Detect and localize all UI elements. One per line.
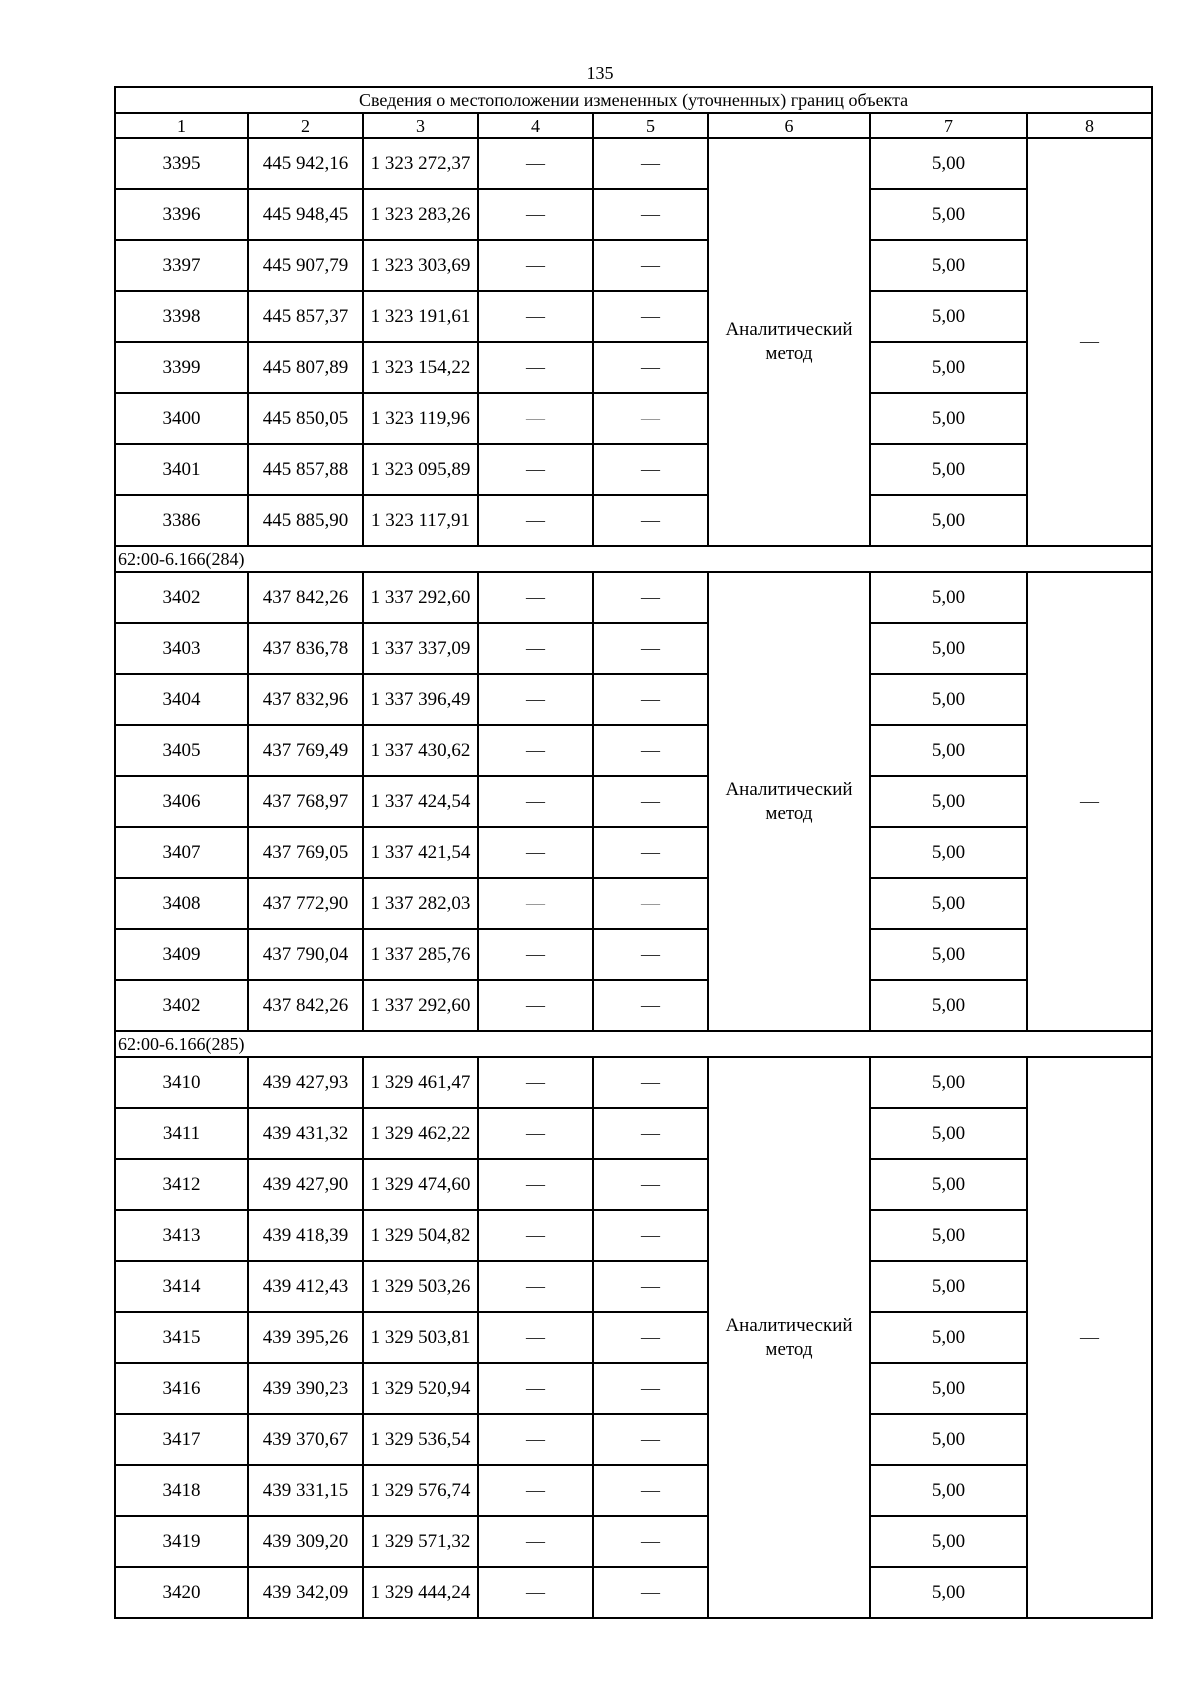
- table-row: [115, 1108, 1152, 1159]
- point-number: 3386: [115, 495, 248, 546]
- col5-value: —: [593, 1261, 708, 1312]
- table-row: [115, 623, 1152, 674]
- coord-y: 1 329 474,60: [363, 1159, 478, 1210]
- col4-value: —: [478, 1057, 593, 1108]
- coord-x: 445 907,79: [248, 240, 363, 291]
- table-row: [115, 1159, 1152, 1210]
- coord-y: 1 323 303,69: [363, 240, 478, 291]
- table-title: Сведения о местоположении измененных (уточненных) границ объекта: [115, 87, 1152, 113]
- col4-value: —: [478, 980, 593, 1031]
- point-number: 3411: [115, 1108, 248, 1159]
- col5-value: —: [593, 291, 708, 342]
- point-number: 3406: [115, 776, 248, 827]
- table-row: [115, 1414, 1152, 1465]
- coord-x: 439 309,20: [248, 1516, 363, 1567]
- column-header: 5: [593, 113, 708, 138]
- coord-y: 1 329 461,47: [363, 1057, 478, 1108]
- coord-y: 1 337 292,60: [363, 980, 478, 1031]
- accuracy-value: 5,00: [870, 240, 1027, 291]
- point-number: 3418: [115, 1465, 248, 1516]
- accuracy-value: 5,00: [870, 827, 1027, 878]
- col4-value: —: [478, 240, 593, 291]
- coord-y: 1 323 119,96: [363, 393, 478, 444]
- table-row: [115, 342, 1152, 393]
- table-row: [115, 776, 1152, 827]
- coord-y: 1 337 285,76: [363, 929, 478, 980]
- accuracy-value: 5,00: [870, 1414, 1027, 1465]
- col4-value: —: [478, 776, 593, 827]
- point-number: 3420: [115, 1567, 248, 1618]
- coord-y: 1 323 117,91: [363, 495, 478, 546]
- col4-value: —: [478, 1261, 593, 1312]
- col5-value: —: [593, 725, 708, 776]
- section-label: 62:00-6.166(285): [115, 1031, 1152, 1057]
- table-row: [115, 1567, 1152, 1618]
- coord-x: 439 395,26: [248, 1312, 363, 1363]
- table-row: [115, 572, 1152, 623]
- accuracy-value: 5,00: [870, 393, 1027, 444]
- col5-value: —: [593, 189, 708, 240]
- table-row: [115, 138, 1152, 189]
- point-number: 3414: [115, 1261, 248, 1312]
- col5-value: —: [593, 1108, 708, 1159]
- column-header: 7: [870, 113, 1027, 138]
- coord-y: 1 329 576,74: [363, 1465, 478, 1516]
- col5-value: —: [593, 393, 708, 444]
- accuracy-value: 5,00: [870, 1312, 1027, 1363]
- coord-y: 1 323 272,37: [363, 138, 478, 189]
- coord-y: 1 329 503,26: [363, 1261, 478, 1312]
- accuracy-value: 5,00: [870, 725, 1027, 776]
- point-number: 3397: [115, 240, 248, 291]
- coord-x: 437 769,05: [248, 827, 363, 878]
- coord-x: 439 418,39: [248, 1210, 363, 1261]
- table-row: [115, 1057, 1152, 1108]
- col5-value: —: [593, 878, 708, 929]
- coord-y: 1 323 154,22: [363, 342, 478, 393]
- accuracy-value: 5,00: [870, 1108, 1027, 1159]
- col4-value: —: [478, 827, 593, 878]
- point-number: 3413: [115, 1210, 248, 1261]
- point-number: 3402: [115, 980, 248, 1031]
- accuracy-value: 5,00: [870, 495, 1027, 546]
- coord-x: 445 948,45: [248, 189, 363, 240]
- col4-value: —: [478, 1465, 593, 1516]
- accuracy-value: 5,00: [870, 878, 1027, 929]
- coord-y: 1 329 520,94: [363, 1363, 478, 1414]
- section-label: 62:00-6.166(284): [115, 546, 1152, 572]
- accuracy-value: 5,00: [870, 1159, 1027, 1210]
- col4-value: —: [478, 1159, 593, 1210]
- coord-y: 1 337 421,54: [363, 827, 478, 878]
- col5-value: —: [593, 1159, 708, 1210]
- table-title-row: [115, 87, 1152, 113]
- point-number: 3400: [115, 393, 248, 444]
- accuracy-value: 5,00: [870, 1567, 1027, 1618]
- column-header: 4: [478, 113, 593, 138]
- coord-y: 1 329 462,22: [363, 1108, 478, 1159]
- coord-y: 1 323 283,26: [363, 189, 478, 240]
- coord-x: 437 832,96: [248, 674, 363, 725]
- point-number: 3412: [115, 1159, 248, 1210]
- accuracy-value: 5,00: [870, 444, 1027, 495]
- col5-value: —: [593, 1567, 708, 1618]
- column-header: 6: [708, 113, 870, 138]
- coord-x: 437 772,90: [248, 878, 363, 929]
- col4-value: —: [478, 929, 593, 980]
- accuracy-value: 5,00: [870, 674, 1027, 725]
- col5-value: —: [593, 1312, 708, 1363]
- point-number: 3403: [115, 623, 248, 674]
- col4-value: —: [478, 1210, 593, 1261]
- point-number: 3415: [115, 1312, 248, 1363]
- table-row: [115, 495, 1152, 546]
- method-cell: Аналитический метод: [708, 1057, 870, 1618]
- table-row: [115, 1516, 1152, 1567]
- point-number: 3419: [115, 1516, 248, 1567]
- col5-value: —: [593, 1363, 708, 1414]
- coord-x: 445 942,16: [248, 138, 363, 189]
- accuracy-value: 5,00: [870, 980, 1027, 1031]
- table-row: [115, 1465, 1152, 1516]
- coord-y: 1 337 424,54: [363, 776, 478, 827]
- table-row: [115, 878, 1152, 929]
- table-row: [115, 240, 1152, 291]
- column-header: 8: [1027, 113, 1152, 138]
- col5-value: —: [593, 980, 708, 1031]
- coord-x: 439 412,43: [248, 1261, 363, 1312]
- point-number: 3417: [115, 1414, 248, 1465]
- col4-value: —: [478, 1567, 593, 1618]
- table-row: [115, 189, 1152, 240]
- col5-value: —: [593, 827, 708, 878]
- point-number: 3402: [115, 572, 248, 623]
- coord-y: 1 337 396,49: [363, 674, 478, 725]
- coord-y: 1 337 282,03: [363, 878, 478, 929]
- coord-x: 437 836,78: [248, 623, 363, 674]
- col4-value: —: [478, 393, 593, 444]
- column-header: 2: [248, 113, 363, 138]
- accuracy-value: 5,00: [870, 189, 1027, 240]
- point-number: 3401: [115, 444, 248, 495]
- col5-value: —: [593, 342, 708, 393]
- col5-value: —: [593, 1210, 708, 1261]
- col8-value: —: [1027, 138, 1152, 546]
- section-label-row: [115, 546, 1152, 572]
- table-row: [115, 444, 1152, 495]
- accuracy-value: 5,00: [870, 1261, 1027, 1312]
- coord-y: 1 337 430,62: [363, 725, 478, 776]
- point-number: 3407: [115, 827, 248, 878]
- col5-value: —: [593, 776, 708, 827]
- point-number: 3405: [115, 725, 248, 776]
- col8-value: —: [1027, 1057, 1152, 1618]
- table-body: [115, 87, 1152, 1618]
- point-number: 3396: [115, 189, 248, 240]
- coord-x: 439 342,09: [248, 1567, 363, 1618]
- col4-value: —: [478, 1363, 593, 1414]
- accuracy-value: 5,00: [870, 1057, 1027, 1108]
- table-row: [115, 980, 1152, 1031]
- point-number: 3416: [115, 1363, 248, 1414]
- table-row: [115, 1363, 1152, 1414]
- point-number: 3409: [115, 929, 248, 980]
- table-row: [115, 1261, 1152, 1312]
- table-row: [115, 393, 1152, 444]
- col5-value: —: [593, 1057, 708, 1108]
- col5-value: —: [593, 495, 708, 546]
- point-number: 3395: [115, 138, 248, 189]
- table-row: [115, 291, 1152, 342]
- col8-value: —: [1027, 572, 1152, 1031]
- col5-value: —: [593, 444, 708, 495]
- col4-value: —: [478, 1414, 593, 1465]
- page-number: 135: [586, 63, 614, 83]
- col4-value: —: [478, 1312, 593, 1363]
- coord-x: 437 842,26: [248, 572, 363, 623]
- coord-x: 437 768,97: [248, 776, 363, 827]
- coord-y: 1 337 337,09: [363, 623, 478, 674]
- coord-x: 439 331,15: [248, 1465, 363, 1516]
- column-header: 1: [115, 113, 248, 138]
- col5-value: —: [593, 1516, 708, 1567]
- coord-x: 439 390,23: [248, 1363, 363, 1414]
- col5-value: —: [593, 1414, 708, 1465]
- table-row: [115, 929, 1152, 980]
- accuracy-value: 5,00: [870, 929, 1027, 980]
- coord-x: 439 427,93: [248, 1057, 363, 1108]
- coord-y: 1 337 292,60: [363, 572, 478, 623]
- col5-value: —: [593, 929, 708, 980]
- coord-x: 445 857,88: [248, 444, 363, 495]
- accuracy-value: 5,00: [870, 342, 1027, 393]
- section-label-row: [115, 1031, 1152, 1057]
- accuracy-value: 5,00: [870, 1516, 1027, 1567]
- table-row: [115, 674, 1152, 725]
- col4-value: —: [478, 189, 593, 240]
- col5-value: —: [593, 240, 708, 291]
- accuracy-value: 5,00: [870, 291, 1027, 342]
- col5-value: —: [593, 1465, 708, 1516]
- coord-x: 439 427,90: [248, 1159, 363, 1210]
- coord-y: 1 329 504,82: [363, 1210, 478, 1261]
- point-number: 3399: [115, 342, 248, 393]
- coord-x: 437 769,49: [248, 725, 363, 776]
- coord-y: 1 329 571,32: [363, 1516, 478, 1567]
- table-row: [115, 1210, 1152, 1261]
- coord-x: 437 842,26: [248, 980, 363, 1031]
- column-header-row: [115, 113, 1152, 138]
- accuracy-value: 5,00: [870, 1363, 1027, 1414]
- col4-value: —: [478, 623, 593, 674]
- col5-value: —: [593, 572, 708, 623]
- point-number: 3404: [115, 674, 248, 725]
- point-number: 3410: [115, 1057, 248, 1108]
- point-number: 3398: [115, 291, 248, 342]
- col4-value: —: [478, 1516, 593, 1567]
- coord-x: 437 790,04: [248, 929, 363, 980]
- table-row: [115, 1312, 1152, 1363]
- coord-y: 1 323 095,89: [363, 444, 478, 495]
- method-cell: Аналитический метод: [708, 572, 870, 1031]
- coord-x: 445 850,05: [248, 393, 363, 444]
- col5-value: —: [593, 138, 708, 189]
- coord-x: 445 885,90: [248, 495, 363, 546]
- coord-x: 439 370,67: [248, 1414, 363, 1465]
- accuracy-value: 5,00: [870, 776, 1027, 827]
- coord-y: 1 329 536,54: [363, 1414, 478, 1465]
- col4-value: —: [478, 495, 593, 546]
- accuracy-value: 5,00: [870, 572, 1027, 623]
- coord-x: 439 431,32: [248, 1108, 363, 1159]
- coord-x: 445 807,89: [248, 342, 363, 393]
- col4-value: —: [478, 878, 593, 929]
- accuracy-value: 5,00: [870, 1465, 1027, 1516]
- col5-value: —: [593, 674, 708, 725]
- boundary-coordinates-table: [114, 86, 1153, 1619]
- method-cell: Аналитический метод: [708, 138, 870, 546]
- column-header: 3: [363, 113, 478, 138]
- accuracy-value: 5,00: [870, 138, 1027, 189]
- col4-value: —: [478, 342, 593, 393]
- col4-value: —: [478, 572, 593, 623]
- col4-value: —: [478, 444, 593, 495]
- coord-y: 1 329 444,24: [363, 1567, 478, 1618]
- table-row: [115, 725, 1152, 776]
- coord-y: 1 329 503,81: [363, 1312, 478, 1363]
- coord-x: 445 857,37: [248, 291, 363, 342]
- table-row: [115, 827, 1152, 878]
- col5-value: —: [593, 623, 708, 674]
- col4-value: —: [478, 138, 593, 189]
- col4-value: —: [478, 291, 593, 342]
- point-number: 3408: [115, 878, 248, 929]
- accuracy-value: 5,00: [870, 1210, 1027, 1261]
- col4-value: —: [478, 725, 593, 776]
- coord-y: 1 323 191,61: [363, 291, 478, 342]
- col4-value: —: [478, 1108, 593, 1159]
- col4-value: —: [478, 674, 593, 725]
- accuracy-value: 5,00: [870, 623, 1027, 674]
